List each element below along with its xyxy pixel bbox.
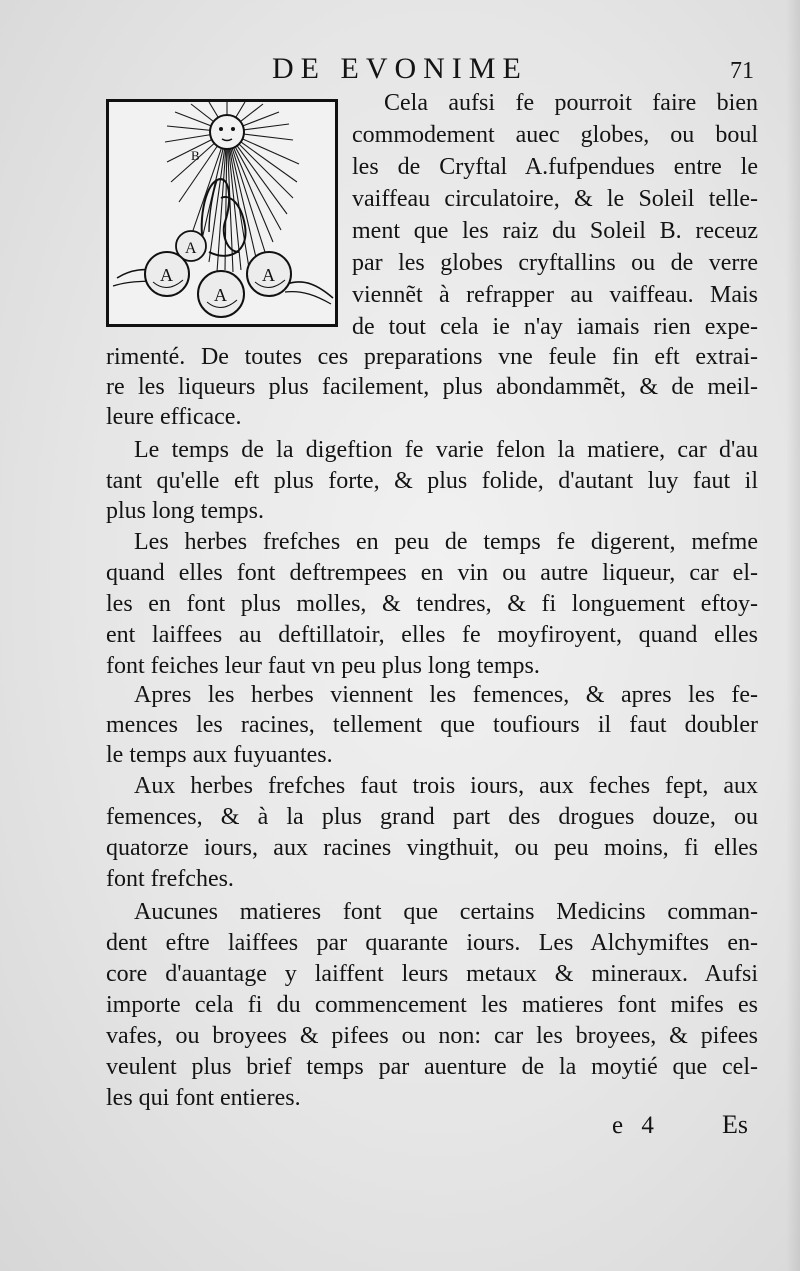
label-globe: A (214, 285, 227, 305)
text-line: le temps aux fuyuantes. (106, 742, 333, 768)
text-line: mences les racines, tellement que toufiours il faut doubler (106, 712, 758, 738)
catchword: Es (722, 1110, 748, 1139)
text-line: Aucunes matieres font que certains Medicins comman- (134, 899, 758, 925)
text-line: ent laiffees au deftillatoir, elles fe moyfiroyent, quand elles (106, 622, 758, 648)
text-line: vafes, ou broyees & pifees ou non: car les broyees, & pifees (106, 1023, 758, 1049)
text-line: par les globes cryftallins ou de verre (352, 250, 758, 276)
label-globe: A (262, 265, 275, 285)
text-line: Le temps de la digeftion fe varie felon la matiere, car d'au (134, 437, 758, 463)
text-line: Apres les herbes viennent les femences, & apres les fe- (134, 682, 758, 708)
text-line: de tout cela ie n'ay iamais rien expe- (352, 314, 758, 340)
text-line: Aux herbes frefches faut trois iours, aux feches fept, aux (134, 773, 758, 799)
text-line: core d'auantage y laiffent leurs metaux & mineraux. Aufsi (106, 961, 758, 987)
text-line: font frefches. (106, 866, 234, 892)
text-line: vaiffeau circulatoire, & le Soleil telle- (352, 186, 758, 212)
text-line: Cela aufsi fe pourroit faire bien (384, 90, 758, 116)
text-line: les en font plus molles, & tendres, & fi longuement eftoy- (106, 591, 758, 617)
text-line: font feiches leur faut vn peu plus long temps. (106, 653, 540, 679)
text-line: ment que les raiz du Soleil B. receuz (352, 218, 758, 244)
text-line: viennẽt à refrapper au vaiffeau. Mais (352, 282, 758, 308)
text-line: commodement auec globes, ou boul (352, 122, 758, 148)
text-line: re les liqueurs plus facilement, plus abondammẽt, & de meil- (106, 374, 758, 400)
text-line: quatorze iours, aux racines vingthuit, ou peu moins, fi elles (106, 835, 758, 861)
text-line: tant qu'elle eft plus forte, & plus folide, d'autant luy faut il (106, 468, 758, 494)
text-line: importe cela fi du commencement les matieres font mifes es (106, 992, 758, 1018)
page-number: 71 (730, 58, 754, 84)
text-line: rimenté. De toutes ces preparations vne feule fin eft extrai- (106, 344, 758, 370)
running-head: DE EVONIME (272, 52, 528, 85)
text-line: les de Cryftal A.fufpendues entre le (352, 154, 758, 180)
text-line: les qui font entieres. (106, 1085, 301, 1111)
signature-mark: e 4 (612, 1112, 660, 1139)
label-globe: A (185, 240, 197, 257)
text-line: veulent plus brief temps par auenture de la moytié que cel- (106, 1054, 758, 1080)
text-line: femences, & à la plus grand part des drogues douze, ou (106, 804, 758, 830)
text-line: quand elles font deftrempees en vin ou autre liqueur, car el- (106, 560, 758, 586)
text-line: Les herbes frefches en peu de temps fe digerent, mefme (134, 529, 758, 555)
label-sun: B (191, 148, 200, 163)
text-line: dent eftre laiffees par quarante iours. Les Alchymiftes en- (106, 930, 758, 956)
label-globe: A (160, 265, 173, 285)
text-line: leure efficace. (106, 404, 242, 430)
text-line: plus long temps. (106, 498, 265, 524)
